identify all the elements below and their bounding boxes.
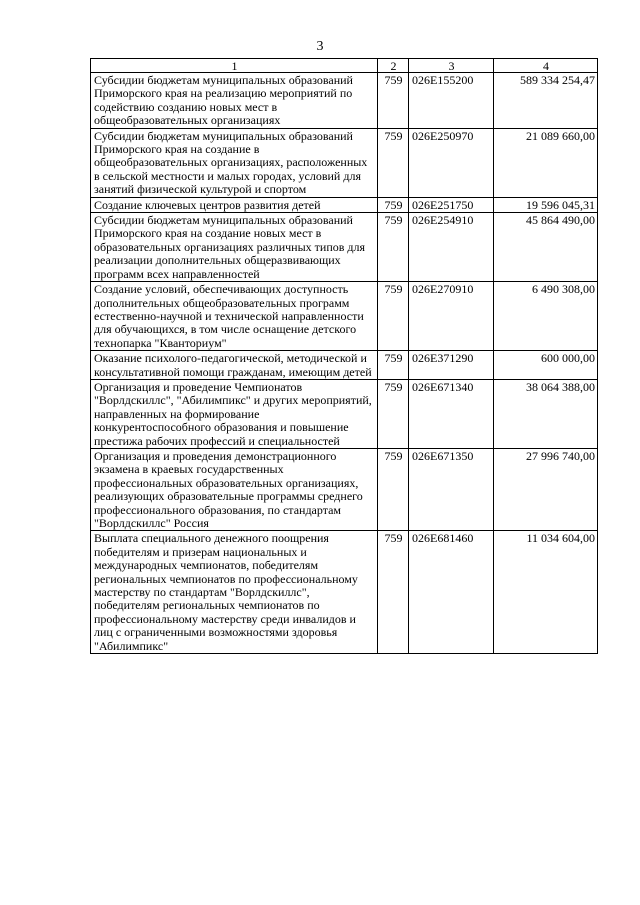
column-header: 2 xyxy=(378,59,409,73)
row-amount: 21 089 660,00 xyxy=(494,128,598,197)
row-code: 759 xyxy=(378,379,409,448)
row-amount: 589 334 254,47 xyxy=(494,73,598,129)
row-name: Субсидии бюджетам муниципальных образований Приморского края на реализацию мероприятий по содействию созданию новых мест в общеобразовательных организациях xyxy=(91,73,378,129)
row-ds-code: 026E251750 xyxy=(409,197,494,212)
row-ds-code: 026E671350 xyxy=(409,448,494,530)
row-ds-code: 026E155200 xyxy=(409,73,494,129)
row-amount: 19 596 045,31 xyxy=(494,197,598,212)
table-row xyxy=(91,379,598,448)
row-ds-code: 026E254910 xyxy=(409,213,494,282)
table-row xyxy=(91,73,598,129)
row-ds-code: 026E270910 xyxy=(409,282,494,351)
table-row xyxy=(91,282,598,351)
table-row xyxy=(91,531,598,654)
row-name: Организация и проведения демонстрационного экзамена в краевых государственных профессиональных образовательных организациях, реализующих образовательные программы среднего профессионального образования, по стандартам "Ворлдскиллс" Россия xyxy=(91,448,378,530)
row-code: 759 xyxy=(378,282,409,351)
row-name: Субсидии бюджетам муниципальных образований Приморского края на создание новых мест в образовательных организациях различных типов для реализации дополнительных общеразвивающих программ всех направленностей xyxy=(91,213,378,282)
row-amount: 11 034 604,00 xyxy=(494,531,598,654)
table-row xyxy=(91,197,598,212)
row-amount: 27 996 740,00 xyxy=(494,448,598,530)
row-amount: 38 064 388,00 xyxy=(494,379,598,448)
row-code: 759 xyxy=(378,128,409,197)
row-name: Оказание психолого-педагогической, методической и консультативной помощи гражданам, имеющим детей xyxy=(91,351,378,380)
page-number: 3 xyxy=(316,39,324,54)
row-name: Организация и проведение Чемпионатов "Ворлдскиллс", "Абилимпикс" и других мероприятий, направленных на формирование конкурентоспособного образования и повышение престижа рабочих профессий и специальностей xyxy=(91,379,378,448)
row-code: 759 xyxy=(378,351,409,380)
row-ds-code: 026E671340 xyxy=(409,379,494,448)
row-ds-code: 026E681460 xyxy=(409,531,494,654)
table-row xyxy=(91,448,598,530)
row-amount: 6 490 308,00 xyxy=(494,282,598,351)
row-name: Создание условий, обеспечивающих доступность дополнительных общеобразовательных программ естественно-научной и технической направленности для обучающихся, в том числе оснащение детского технопарка "Кванториум" xyxy=(91,282,378,351)
column-header: 1 xyxy=(91,59,378,73)
column-header: 3 xyxy=(409,59,494,73)
row-code: 759 xyxy=(378,197,409,212)
row-code: 759 xyxy=(378,448,409,530)
row-amount: 600 000,00 xyxy=(494,351,598,380)
budget-table xyxy=(90,58,598,654)
row-ds-code: 026E250970 xyxy=(409,128,494,197)
table-header-row xyxy=(91,59,598,73)
table-row xyxy=(91,128,598,197)
column-header: 4 xyxy=(494,59,598,73)
row-amount: 45 864 490,00 xyxy=(494,213,598,282)
row-code: 759 xyxy=(378,213,409,282)
row-name: Создание ключевых центров развития детей xyxy=(91,197,378,212)
row-ds-code: 026E371290 xyxy=(409,351,494,380)
table-row xyxy=(91,213,598,282)
row-code: 759 xyxy=(378,73,409,129)
table-row xyxy=(91,351,598,380)
row-code: 759 xyxy=(378,531,409,654)
row-name: Выплата специального денежного поощрения победителям и призерам национальных и международных чемпионатов, победителям региональных чемпионатов по профессиональному мастерству по стандартам "Ворлдскиллс", победителям региональных чемпионатов по профессиональному мастерству среди инвалидов и лиц с ограниченными возможностями здоровья "Абилимпикс" xyxy=(91,531,378,654)
row-name: Субсидии бюджетам муниципальных образований Приморского края на создание в общеобразовательных организациях, расположенных в сельской местности и малых городах, условий для занятий физической культурой и спортом xyxy=(91,128,378,197)
